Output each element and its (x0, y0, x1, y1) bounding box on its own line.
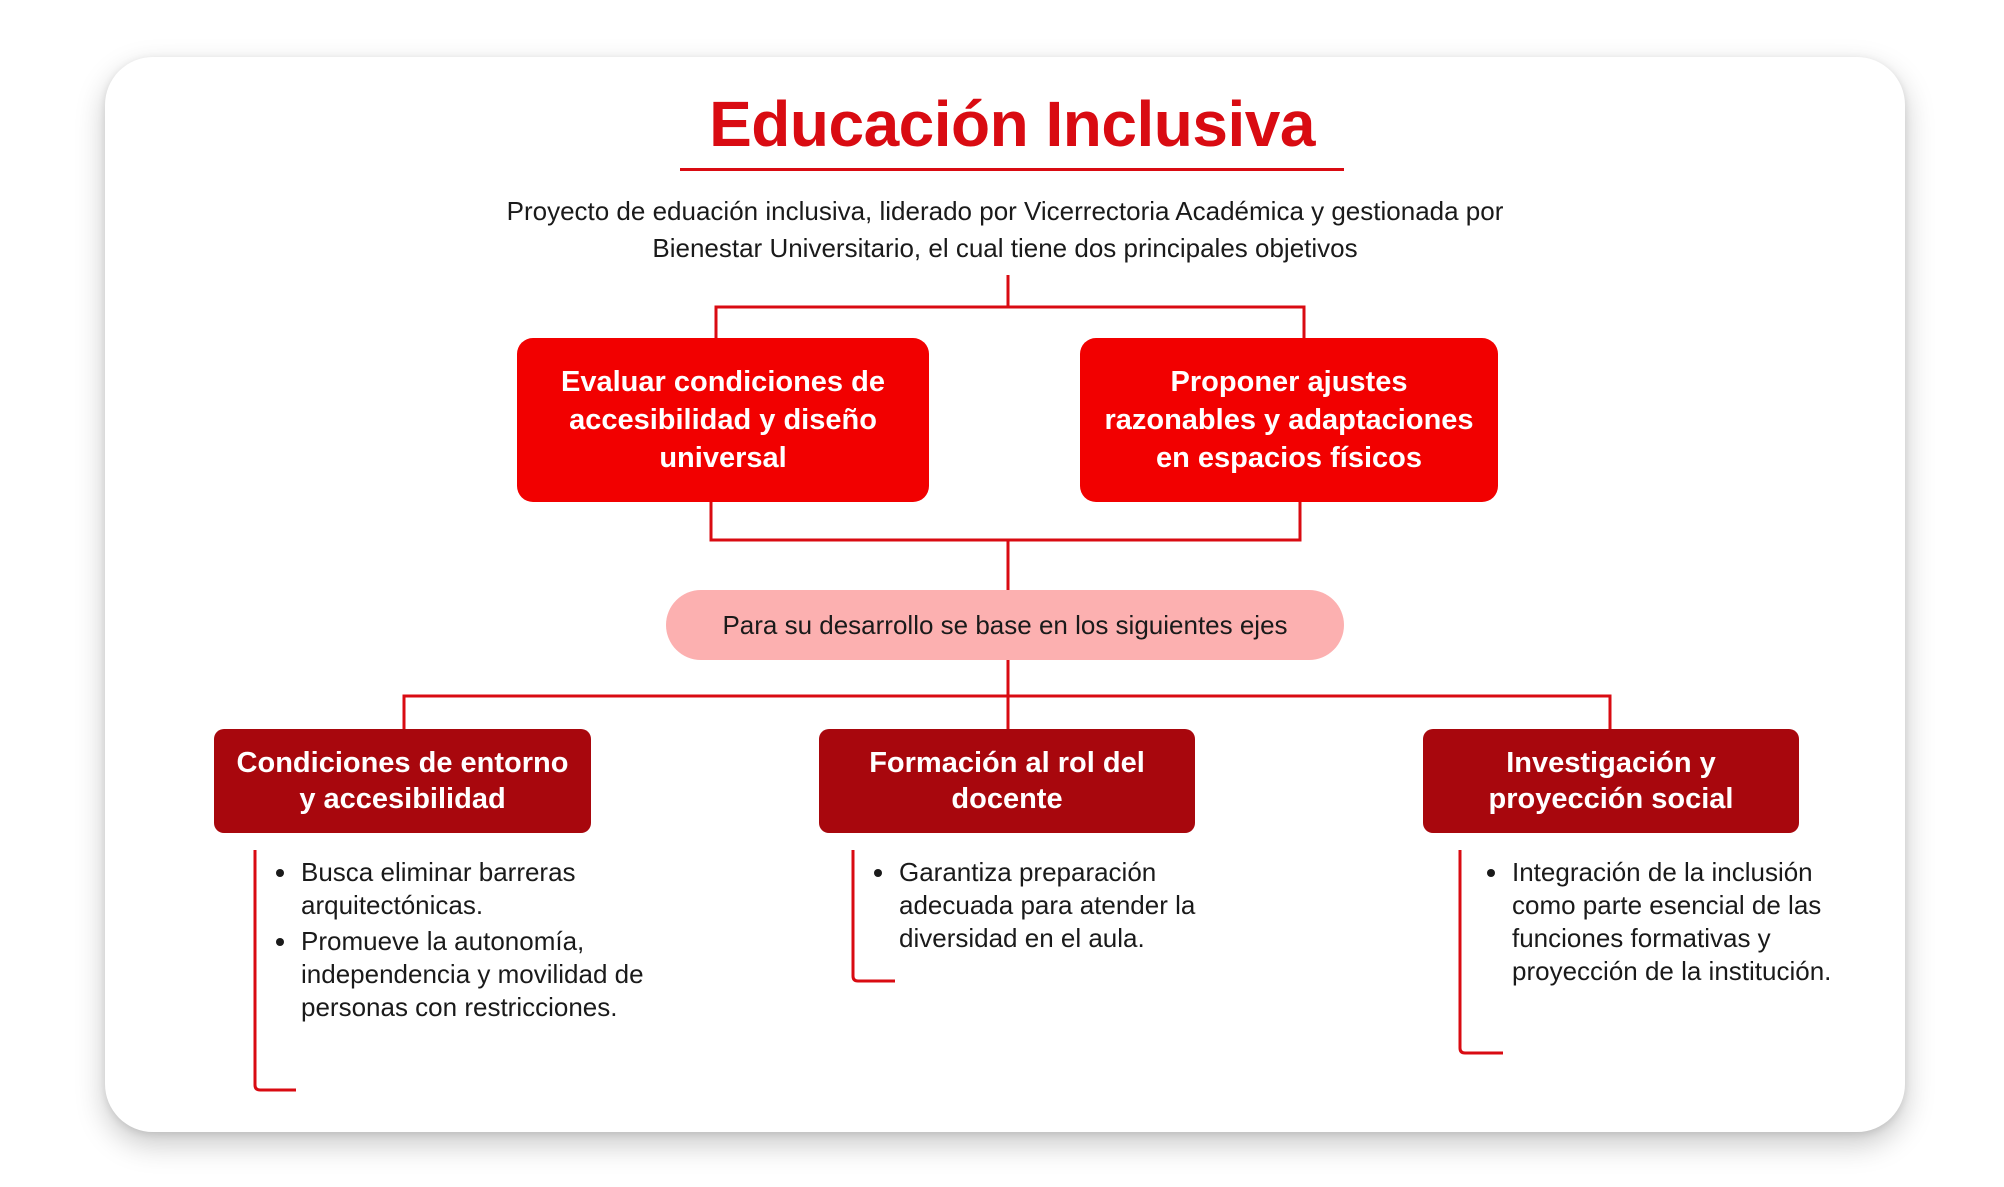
list-item: • Promueve la autonomía, independencia y movilidad de personas con restricciones. (299, 925, 659, 1024)
axes-intro-pill: Para su desarrollo se base en los siguientes ejes (666, 590, 1344, 660)
axis-teacher-training: Formación al rol del docente (819, 729, 1195, 833)
objective-propose-adjustments: Proponer ajustes razonables y adaptaciones en espacios físicos (1080, 338, 1498, 502)
project-description: Proyecto de eduación inclusiva, liderado por Vicerrectoria Académica y gestionada por Bienestar Universitario, el cual tiene dos principales objetivos (506, 196, 1504, 263)
axis-teacher-details (870, 856, 1227, 958)
axis-research-social: Investigación y proyección social (1423, 729, 1799, 833)
page-title: Educación Inclusiva (709, 88, 1315, 160)
objective-evaluate-accessibility: Evaluar condiciones de accesibilidad y diseño universal (517, 338, 929, 502)
axis-environment-details (272, 856, 659, 1027)
axis-research-details (1483, 856, 1850, 991)
title-underline (680, 168, 1344, 171)
list-item: • Garantiza preparación adecuada para atender la diversidad en el aula. (897, 856, 1227, 955)
list-item: • Integración de la inclusión como parte esencial de las funciones formativas y proyección de la institución. (1510, 856, 1850, 988)
axis-environment-accessibility: Condiciones de entorno y accesibilidad (214, 729, 591, 833)
list-item: • Busca eliminar barreras arquitectónicas. (299, 856, 659, 922)
